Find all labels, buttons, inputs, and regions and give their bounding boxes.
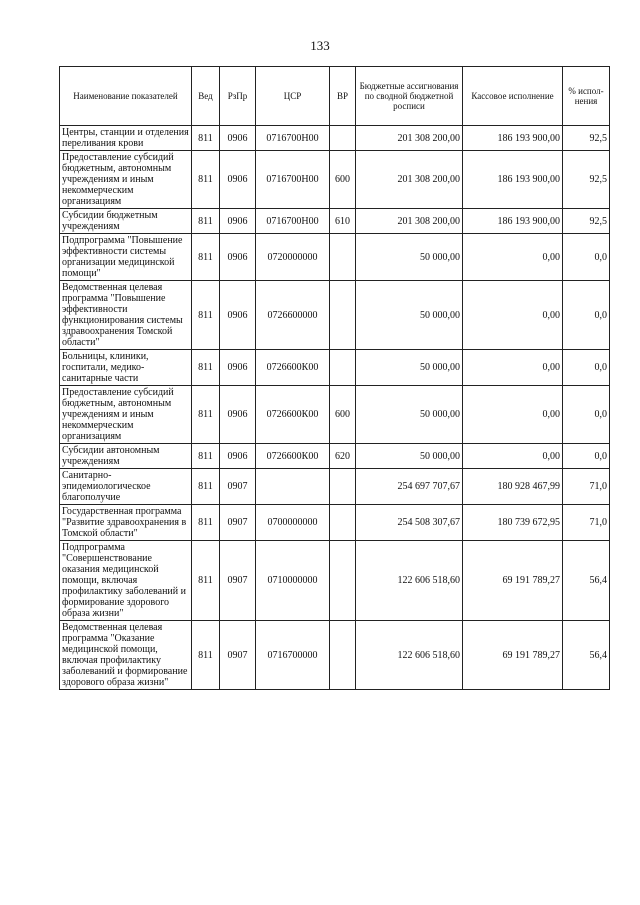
cell-pct: 71,0: [563, 469, 610, 505]
cell-csr: 0700000000: [256, 505, 330, 541]
cell-name: Ведомственная целевая программа "Оказание медицинской помощи, включая профилактику заболеваний и формирование здорового образа жизни": [60, 621, 192, 690]
cell-cash: 186 193 900,00: [463, 151, 563, 209]
cell-pct: 0,0: [563, 234, 610, 281]
cell-ved: 811: [192, 281, 220, 350]
cell-name: Центры, станции и отделения переливания крови: [60, 126, 192, 151]
cell-assign: 50 000,00: [356, 350, 463, 386]
cell-rzpr: 0906: [220, 151, 256, 209]
cell-pct: 92,5: [563, 151, 610, 209]
cell-cash: 0,00: [463, 444, 563, 469]
cell-csr: 0720000000: [256, 234, 330, 281]
cell-csr: 0716700Н00: [256, 126, 330, 151]
table-row: [60, 151, 610, 209]
cell-rzpr: 0906: [220, 444, 256, 469]
cell-cash: 186 193 900,00: [463, 209, 563, 234]
cell-ved: 811: [192, 469, 220, 505]
cell-assign: 201 308 200,00: [356, 209, 463, 234]
cell-cash: 69 191 789,27: [463, 621, 563, 690]
cell-vr: [330, 234, 356, 281]
cell-vr: [330, 541, 356, 621]
cell-assign: 122 606 518,60: [356, 541, 463, 621]
cell-pct: 56,4: [563, 621, 610, 690]
header-rzpr: РзПр: [220, 67, 256, 126]
cell-name: Подпрограмма "Повышение эффективности системы организации медицинской помощи": [60, 234, 192, 281]
cell-assign: 254 697 707,67: [356, 469, 463, 505]
header-csr: ЦСР: [256, 67, 330, 126]
cell-ved: 811: [192, 541, 220, 621]
cell-ved: 811: [192, 126, 220, 151]
cell-ved: 811: [192, 234, 220, 281]
cell-cash: 180 928 467,99: [463, 469, 563, 505]
cell-ved: 811: [192, 621, 220, 690]
cell-pct: 56,4: [563, 541, 610, 621]
cell-vr: 620: [330, 444, 356, 469]
cell-rzpr: 0906: [220, 126, 256, 151]
cell-cash: 180 739 672,95: [463, 505, 563, 541]
header-vr: ВР: [330, 67, 356, 126]
cell-cash: 0,00: [463, 281, 563, 350]
cell-vr: [330, 505, 356, 541]
table-row: [60, 444, 610, 469]
cell-rzpr: 0906: [220, 386, 256, 444]
cell-ved: 811: [192, 350, 220, 386]
header-cash-execution: Кассовое исполнение: [463, 67, 563, 126]
cell-cash: 186 193 900,00: [463, 126, 563, 151]
cell-assign: 122 606 518,60: [356, 621, 463, 690]
header-assignments: Бюджетные ассигнования по сводной бюджетной росписи: [356, 67, 463, 126]
table-row: [60, 469, 610, 505]
table-body: [60, 126, 610, 690]
cell-cash: 0,00: [463, 234, 563, 281]
cell-name: Субсидии автономным учреждениям: [60, 444, 192, 469]
cell-csr: 0716700Н00: [256, 151, 330, 209]
cell-pct: 92,5: [563, 209, 610, 234]
header-percent: % испол-нения: [563, 67, 610, 126]
cell-assign: 50 000,00: [356, 444, 463, 469]
header-name: Наименование показателей: [60, 67, 192, 126]
cell-ved: 811: [192, 386, 220, 444]
cell-rzpr: 0907: [220, 469, 256, 505]
table-row: [60, 126, 610, 151]
table-row: [60, 621, 610, 690]
cell-pct: 0,0: [563, 350, 610, 386]
cell-vr: 600: [330, 386, 356, 444]
cell-name: Государственная программа "Развитие здравоохранения в Томской области": [60, 505, 192, 541]
cell-pct: 0,0: [563, 386, 610, 444]
table-row: [60, 505, 610, 541]
cell-csr: 0716700000: [256, 621, 330, 690]
cell-pct: 71,0: [563, 505, 610, 541]
cell-csr: 0726600000: [256, 281, 330, 350]
page-number: 133: [310, 38, 330, 53]
table-row: [60, 350, 610, 386]
table-row: [60, 541, 610, 621]
cell-name: Ведомственная целевая программа "Повышение эффективности функционирования системы здравоохранения Томской области": [60, 281, 192, 350]
cell-csr: 0726600К00: [256, 386, 330, 444]
cell-vr: 600: [330, 151, 356, 209]
table-row: [60, 209, 610, 234]
cell-vr: [330, 350, 356, 386]
cell-cash: 0,00: [463, 350, 563, 386]
cell-name: Предоставление субсидий бюджетным, автономным учреждениям и иным некоммерческим организациям: [60, 386, 192, 444]
cell-ved: 811: [192, 151, 220, 209]
cell-rzpr: 0906: [220, 209, 256, 234]
budget-table: [59, 66, 610, 690]
cell-pct: 92,5: [563, 126, 610, 151]
cell-pct: 0,0: [563, 281, 610, 350]
cell-name: Больницы, клиники, госпитали, медико-санитарные части: [60, 350, 192, 386]
cell-csr: [256, 469, 330, 505]
cell-csr: 0710000000: [256, 541, 330, 621]
cell-vr: 610: [330, 209, 356, 234]
cell-cash: 69 191 789,27: [463, 541, 563, 621]
cell-csr: 0726600К00: [256, 444, 330, 469]
table-row: [60, 234, 610, 281]
cell-ved: 811: [192, 444, 220, 469]
cell-rzpr: 0907: [220, 541, 256, 621]
cell-assign: 50 000,00: [356, 281, 463, 350]
table-header-row: [60, 67, 610, 126]
cell-assign: 201 308 200,00: [356, 151, 463, 209]
cell-rzpr: 0906: [220, 350, 256, 386]
cell-name: Подпрограмма "Совершенствование оказания медицинской помощи, включая профилактику заболеваний и формирование здорового образа жизни": [60, 541, 192, 621]
table-row: [60, 281, 610, 350]
cell-rzpr: 0907: [220, 621, 256, 690]
cell-name: Санитарно-эпидемиологическое благополучие: [60, 469, 192, 505]
cell-vr: [330, 621, 356, 690]
cell-vr: [330, 126, 356, 151]
cell-pct: 0,0: [563, 444, 610, 469]
table-row: [60, 386, 610, 444]
cell-vr: [330, 469, 356, 505]
cell-assign: 254 508 307,67: [356, 505, 463, 541]
cell-assign: 201 308 200,00: [356, 126, 463, 151]
cell-assign: 50 000,00: [356, 234, 463, 281]
cell-assign: 50 000,00: [356, 386, 463, 444]
cell-csr: 0726600К00: [256, 350, 330, 386]
cell-csr: 0716700Н00: [256, 209, 330, 234]
cell-cash: 0,00: [463, 386, 563, 444]
cell-ved: 811: [192, 505, 220, 541]
cell-name: Предоставление субсидий бюджетным, автономным учреждениям и иным некоммерческим организациям: [60, 151, 192, 209]
cell-rzpr: 0906: [220, 281, 256, 350]
cell-rzpr: 0907: [220, 505, 256, 541]
cell-rzpr: 0906: [220, 234, 256, 281]
cell-ved: 811: [192, 209, 220, 234]
cell-vr: [330, 281, 356, 350]
cell-name: Субсидии бюджетным учреждениям: [60, 209, 192, 234]
header-ved: Вед: [192, 67, 220, 126]
